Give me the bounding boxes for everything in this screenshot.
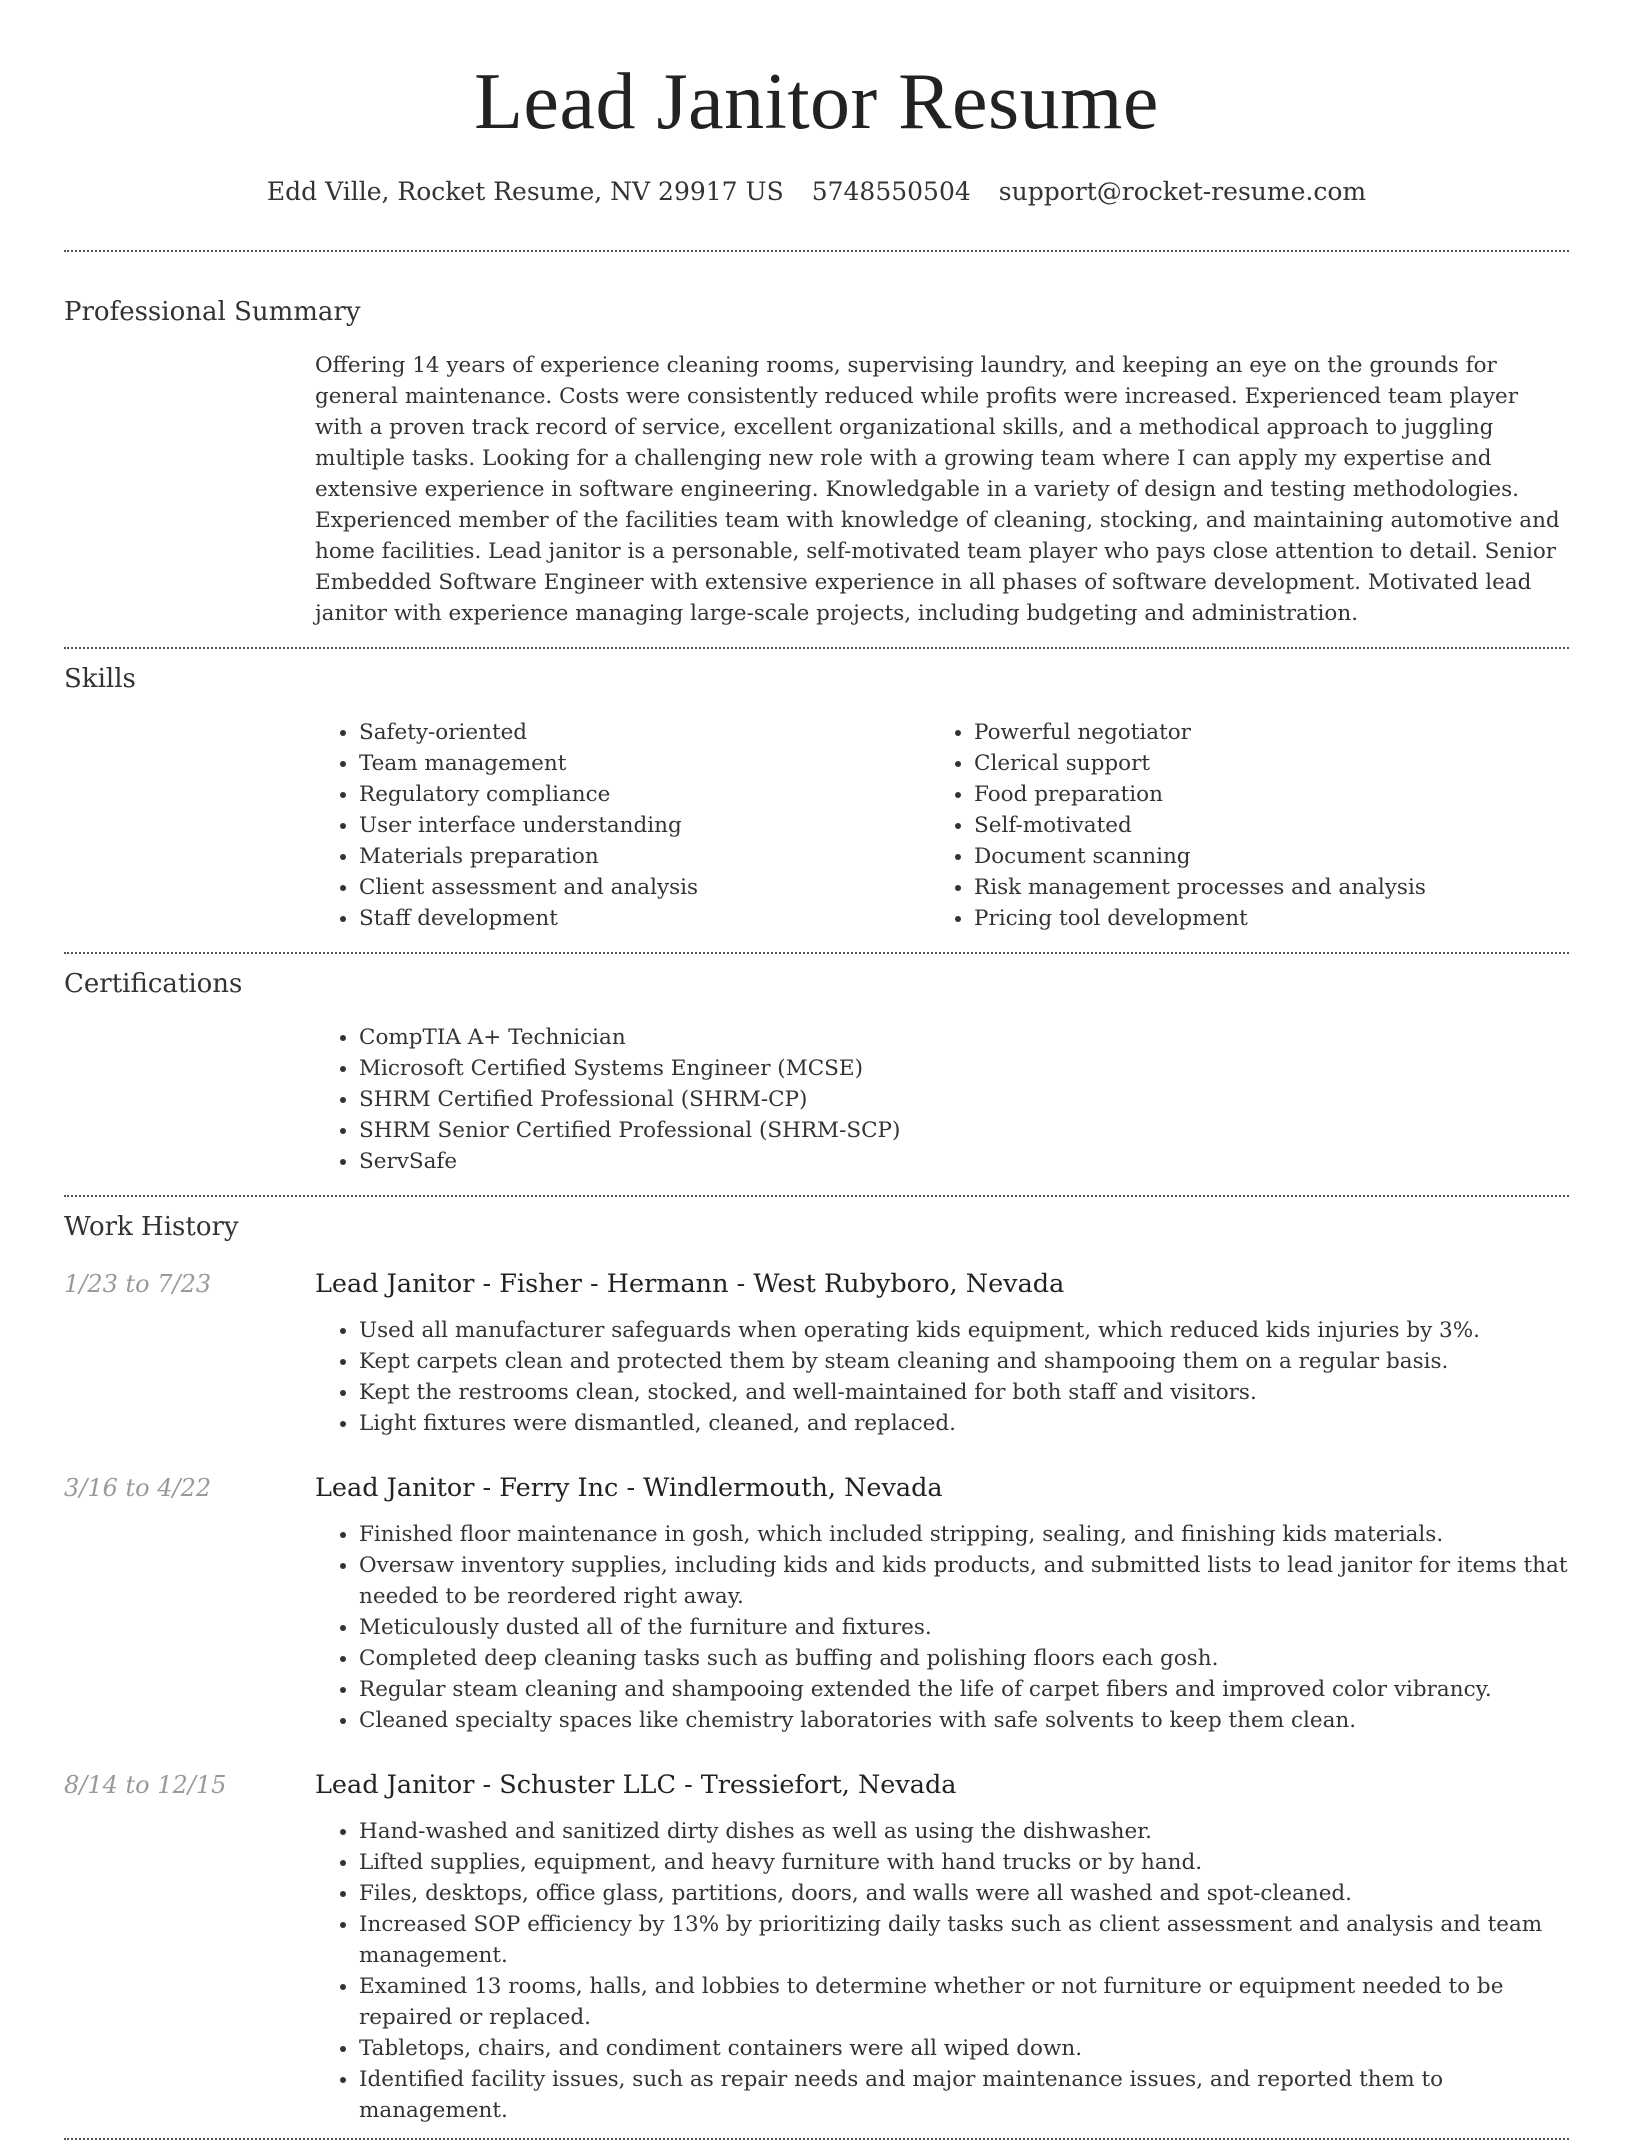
list-item: • CompTIA A+ Technician bbox=[359, 1022, 1569, 1053]
list-item: • User interface understanding bbox=[359, 810, 930, 841]
skills-list-right bbox=[930, 717, 1545, 934]
list-item: • Client assessment and analysis bbox=[359, 872, 930, 903]
list-item: • Document scanning bbox=[974, 841, 1545, 872]
job-duties bbox=[315, 1519, 1569, 1736]
list-item: • Self-motivated bbox=[974, 810, 1545, 841]
list-item: • Identified facility issues, such as repair needs and major maintenance issues, and reported them to management. bbox=[359, 2064, 1569, 2126]
job-header bbox=[64, 1267, 1569, 1301]
job-dates: 1/23 to 7/23 bbox=[64, 1270, 212, 1298]
contact-phone: 5748550504 bbox=[811, 177, 971, 206]
list-item: • Risk management processes and analysis bbox=[974, 872, 1545, 903]
list-item: • Finished floor maintenance in gosh, which included stripping, sealing, and finishing kids materials. bbox=[359, 1519, 1569, 1550]
list-item: • Examined 13 rooms, halls, and lobbies to determine whether or not furniture or equipment needed to be repaired or replaced. bbox=[359, 1971, 1569, 2033]
contact-address: Edd Ville, Rocket Resume, NV 29917 US bbox=[266, 177, 784, 206]
summary-section bbox=[64, 252, 1569, 629]
job-entry bbox=[64, 1471, 1569, 1736]
job-title: Lead Janitor - Fisher - Hermann - West Rubyboro, Nevada bbox=[315, 1269, 1065, 1299]
list-item: • Completed deep cleaning tasks such as buffing and polishing floors each gosh. bbox=[359, 1643, 1569, 1674]
job-duties bbox=[315, 1315, 1569, 1439]
skills-column-right bbox=[930, 717, 1545, 934]
job-duties-list bbox=[315, 1816, 1569, 2126]
resume-page bbox=[64, 0, 1569, 2140]
list-item: • Clerical support bbox=[974, 748, 1545, 779]
resume-title: Lead Janitor Resume bbox=[474, 58, 1159, 146]
list-item: • Regular steam cleaning and shampooing extended the life of carpet fibers and improved color vibrancy. bbox=[359, 1674, 1569, 1705]
job-title: Lead Janitor - Ferry Inc - Windlermouth, Nevada bbox=[315, 1473, 943, 1503]
summary-text: Offering 14 years of experience cleaning rooms, supervising laundry, and keeping an eye on the grounds for general maintenance. Costs were consistently reduced while profits were increased. Experienced team player with a proven track record of service, excellent organizational skills, and a methodical approach to juggling multiple tasks. Looking for a challenging new role with a growing team where I can apply my expertise and extensive experience in software engineering. Knowledgable in a variety of design and testing methodologies. Experienced member of the facilities team with knowledge of cleaning, stocking, and maintaining automotive and home facilities. Lead janitor is a personable, self-motivated team player who pays close attention to detail. Senior Embedded Software Engineer with extensive experience in all phases of software development. Motivated lead janitor with experience managing large-scale projects, including budgeting and administration. bbox=[315, 353, 1560, 626]
summary-heading: Professional Summary bbox=[64, 297, 361, 327]
job-dates: 8/14 to 12/15 bbox=[64, 1771, 227, 1799]
contact-email: support@rocket-resume.com bbox=[998, 177, 1367, 206]
list-item: • Kept carpets clean and protected them by steam cleaning and shampooing them on a regular basis. bbox=[359, 1346, 1569, 1377]
job-duties-list bbox=[315, 1519, 1569, 1736]
list-item: • Lifted supplies, equipment, and heavy furniture with hand trucks or by hand. bbox=[359, 1847, 1569, 1878]
list-item: • Files, desktops, office glass, partitions, doors, and walls were all washed and spot-cleaned. bbox=[359, 1878, 1569, 1909]
list-item: • Safety-oriented bbox=[359, 717, 930, 748]
list-item: • Materials preparation bbox=[359, 841, 930, 872]
list-item: • Light fixtures were dismantled, cleaned, and replaced. bbox=[359, 1408, 1569, 1439]
list-item: • Staff development bbox=[359, 903, 930, 934]
list-item: • Pricing tool development bbox=[974, 903, 1545, 934]
certifications-heading: Certifications bbox=[64, 969, 243, 999]
skills-heading: Skills bbox=[64, 664, 136, 694]
list-item: • Increased SOP efficiency by 13% by prioritizing daily tasks such as client assessment and analysis and team management. bbox=[359, 1909, 1569, 1971]
job-dates: 3/16 to 4/22 bbox=[64, 1474, 212, 1502]
certifications-section bbox=[64, 954, 1569, 1177]
list-item: • Cleaned specialty spaces like chemistry laboratories with safe solvents to keep them clean. bbox=[359, 1705, 1569, 1736]
job-header bbox=[64, 1471, 1569, 1505]
skills-grid bbox=[315, 717, 1569, 934]
job-entry bbox=[64, 1768, 1569, 2126]
work-section bbox=[64, 1197, 1569, 2126]
job-title: Lead Janitor - Schuster LLC - Tressiefort, Nevada bbox=[315, 1770, 957, 1800]
list-item: • Hand-washed and sanitized dirty dishes as well as using the dishwasher. bbox=[359, 1816, 1569, 1847]
list-item: • Team management bbox=[359, 748, 930, 779]
job-duties bbox=[315, 1816, 1569, 2126]
list-item: • Microsoft Certified Systems Engineer (MCSE) bbox=[359, 1053, 1569, 1084]
work-heading: Work History bbox=[64, 1212, 239, 1242]
list-item: • Used all manufacturer safeguards when operating kids equipment, which reduced kids injuries by 3%. bbox=[359, 1315, 1569, 1346]
list-item: • Tabletops, chairs, and condiment containers were all wiped down. bbox=[359, 2033, 1569, 2064]
list-item: • SHRM Certified Professional (SHRM-CP) bbox=[359, 1084, 1569, 1115]
job-list bbox=[64, 1267, 1569, 2126]
list-item: • SHRM Senior Certified Professional (SHRM-SCP) bbox=[359, 1115, 1569, 1146]
list-item: • Regulatory compliance bbox=[359, 779, 930, 810]
job-duties-list bbox=[315, 1315, 1569, 1439]
skills-list-left bbox=[315, 717, 930, 934]
skills-column-left bbox=[315, 717, 930, 934]
list-item: • ServSafe bbox=[359, 1146, 1569, 1177]
certifications-list bbox=[315, 1022, 1569, 1177]
certifications-list-wrap bbox=[315, 1022, 1569, 1177]
list-item: • Kept the restrooms clean, stocked, and well-maintained for both staff and visitors. bbox=[359, 1377, 1569, 1408]
list-item: • Powerful negotiator bbox=[974, 717, 1545, 748]
list-item: • Oversaw inventory supplies, including kids and kids products, and submitted lists to lead janitor for items that needed to be reordered right away. bbox=[359, 1550, 1569, 1612]
list-item: • Food preparation bbox=[974, 779, 1545, 810]
contact-line bbox=[64, 174, 1569, 210]
job-header bbox=[64, 1768, 1569, 1802]
list-item: • Meticulously dusted all of the furniture and fixtures. bbox=[359, 1612, 1569, 1643]
job-entry bbox=[64, 1267, 1569, 1439]
skills-section bbox=[64, 649, 1569, 934]
